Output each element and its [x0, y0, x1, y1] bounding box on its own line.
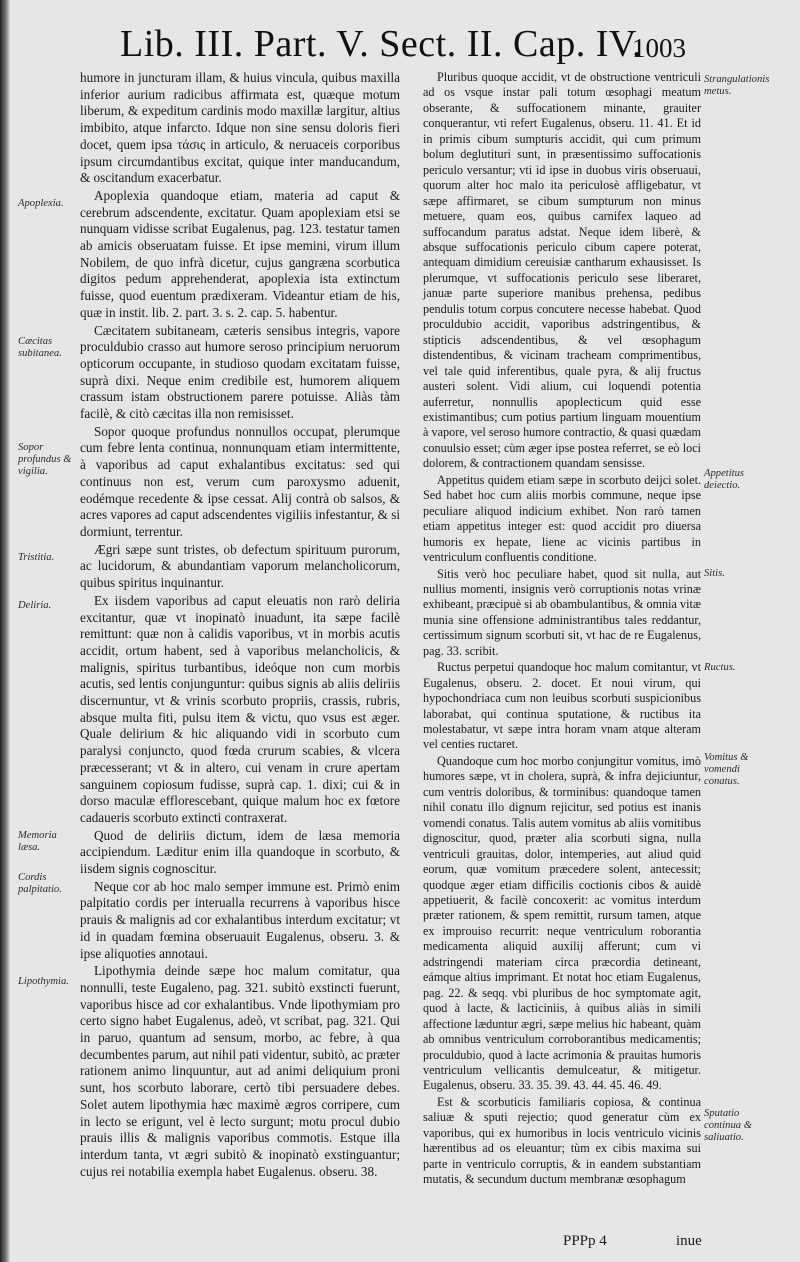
page-number: 1003: [632, 33, 686, 63]
margin-note: Sopor profundus & vigilia.: [18, 442, 72, 477]
signature-mark: PPPp 4: [563, 1233, 607, 1249]
paragraph: Ægri sæpe sunt tristes, ob defectum spirituum purorum, ac lucidorum, & abundantiam vaporum melancholicorum, quibus spiritus inquinantur.: [80, 541, 400, 591]
margin-note: Sputatio continua & saliuatio.: [704, 1108, 752, 1143]
page-gutter-shadow: [0, 0, 10, 1262]
margin-note: Memoria læsa.: [18, 830, 57, 853]
margin-note: Appetitus deiectio.: [704, 468, 745, 491]
margin-note: Apoplexia.: [18, 198, 64, 209]
right-text-column: [423, 70, 701, 1189]
paragraph: Ex iisdem vaporibus ad caput eleuatis non rarò deliria excitantur, quæ vt inopinatò inuadunt, ita sæpe facilè remittunt: quæ non à calidis vaporibus, vt in morbis acutis accidit, ortum habent, sed à vaporibus melancholicis, & malignis, spiritus turbantibus, ideóque non cum morbis acutis, sed lentis conjunguntur: quibus signis ab aliis deliriis discernuntur, vt & vrinis scorbuto propriis, crassis, rubris, absque multa fiti, pulsu item & victu, quo vsus est æger. Quale delirium & hic aliquando vidi in scorbuto cum paralysi conjuncto, quod fœda crurum scabies, & vlcera præcesserant; vt & in altero, cui venam in crure apertam sanguinem copiosum fudisse, suprà cap. 1. dixi; cui & in dorso maculæ efflorescebant, quique malum hoc ex fœtore cadaueris scorbuto extincti contraxerat.: [80, 592, 400, 825]
margin-note: Sitis.: [704, 568, 725, 579]
paragraph: Cæcitatem subitaneam, cæteris sensibus integris, vapore proculdubio crasso aut humore seroso principium neruorum opticorum occupante, in studioso quodam excitatam fuisse, suprà dixi. Neque enim credibile est, humorem aliquem crassum istam obstructionem parere potuisse. Aliàs tàm facilè, & citò cæcitas illa non remisisset.: [80, 322, 400, 422]
paragraph: Lipothymia deinde sæpe hoc malum comitatur, qua nonnulli, teste Eugaleno, pag. 321. subitò exstincti fuerunt, vaporibus hisce ad cor exhalantibus. Vnde lipothymiam pro certo signo habet Eugalenus, adeò, vt scribat, pag. 321. Qui in paruo, quantum ad sensum, morbo, ac febre, à qua decumbentes parum, aut nihil pati videntur, subitò, ac præter rationem animo linquuntur, aut ad animi deliquium proni sunt, hos scorbuto laborare, certò tibi persuadere debes. Solet autem lipothymia hæc maximè ægros corripere, cum in lecto se erigunt, vel è lecto surgunt; motu procul dubio prauis illis & malignis vaporibus commotis. Estque illa interdum tanta, vt ægri subitò & inopinatò exstinguantur; cujus rei notabilia exempla habet Eugalenus. obseru. 38.: [80, 963, 400, 1179]
paragraph: Neque cor ab hoc malo semper immune est. Primò enim palpitatio cordis per interualla recurrens à vaporibus hisce prauis & malignis ad cor exhalantibus interdum excitatur; vt id in quadam fœmina obseruauit Eugalenus, obseru. 3. & ipse aliquoties annotaui.: [80, 878, 400, 961]
paragraph: Quandoque cum hoc morbo conjungitur vomitus, imò humores sæpe, vt in cholera, suprà, & infra dejiciuntur, cum ventris doloribus, & torminibus: quandoque tamen nihil conatu illo dignum rejicitur, sed potius est inanis vomendi conatus. Talis autem vomitus ab aliis vomitibus dignoscitur, quod, præter alia scorbuti signa, nulla ventriculi grauitas, dolor, intemperies, aut aliud quid eorum, quæ vomitum præcedere solent, antecessit; quodque æger etiam difficilis coctionis cibos & auidè appetiuerit, & facilè concoxerit: ac vomitus interdum præter rationem, & spem remittit, rursum tamen, atque ex improuiso recurrit: neque ventriculum roborantia medicamenta aliquid auxilij afferunt; cum vi adstringendi materiam circa præcordia detineant, eámque altius imprimant. Et notat hoc etiam Eugalenus, pag. 22. & seqq. vbi pluribus de hoc symptomate agit, quod à lacte, & lacticiniis, à quibus aliàs in simili affectione læduntur ægri, sæpe melius hic habeant, quàm ab omnibus ventriculum corroborantibus medicamentis; proculdubio, quod à lacte acrimonia & prauitas humoris ventriculum vellicantis demulceatur, & mitigetur. Eugalenus, obseru. 33. 35. 39. 43. 44. 45. 46. 49.: [423, 753, 701, 1093]
paragraph: Quod de deliriis dictum, idem de læsa memoria accipiendum. Læditur enim illa quandoque in scorbuto, & iisdem signis cognoscitur.: [80, 827, 400, 877]
margin-note: Strangulationis metus.: [704, 74, 770, 97]
margin-note: Lipothymia.: [18, 976, 69, 987]
left-text-column: [80, 70, 400, 1181]
margin-note: Cordis palpitatio.: [18, 872, 62, 895]
paragraph: Pluribus quoque accidit, vt de obstructione ventriculi ad os vsque instar pali totum œsophagi meatum obserante, & suffocationem minante, grauiter conquerantur, vti refert Eugalenus, obseru. 11. 41. Et id in primis cibum sumpturis accidit, qui cum primum bolum deglutituri sunt, in præsentissimo suffocationis periculo versantur; vti id ipse in duobus viris obseruaui, quorum alter hoc malo ita periculosè affligebatur, vt sæpe affirmaret, se cibum sumpturum non minus metuere, quam eos, quibus carnifex laqueo ad suffocandum paratus adstat. Neque idem liberè, & absque suffocationis periculo cibum capere poterat, antequam dimidium cereuisiæ cantharum exhausisset. Is plerumque, vt suffocationis periculo sese liberaret, januæ parte superiore manibus prehensa, pedibus pendulis totum corpus concutere necesse habebat. Quod proculdubio accidit, vaporibus adstringentibus, & stipticis adscendentibus, & vel œsophagum distendentibus, & vicinam tracheam comprimentibus, vel tale quid inferentibus, quale pyra, & alij fructus austeri solent. Vidi alium, cui loquendi potentia auferretur, nonnullis apoplecticum quid esse existimantibus; cum potius partium linguam mouentium à vapore, vel seroso humore contractio, & quasi quædam conuulsio esset; cùm æger ipse postea referret, se eò loci dolorem, & contractionem quandam sensisse.: [423, 70, 701, 471]
paragraph: Sopor quoque profundus nonnullos occupat, plerumque cum febre lenta continua, nonnunquam etiam intermittente, à vaporibus ad caput exhalantibus excitatus: sed qui continuus non est, verum cum paroxysmo aduenit, eodémque recedente & ipse cessat. Alij contrà ob salsos, & acres vapores ad caput adscendentes vigiliis infestantur, & si dormiunt, terrentur.: [80, 423, 400, 539]
catchword: inue: [676, 1233, 702, 1249]
paragraph: Appetitus quidem etiam sæpe in scorbuto deijci solet. Sed habet hoc cum aliis morbis commune, neque ipse peculiare aliquod indicium exhibet. Non rarò tamen etiam appetitus integer est: quod accidit pro diuersa humoris ex hepate, liene ac vicinis partibus in ventriculum confluentis conditione.: [423, 472, 701, 565]
margin-note: Ructus.: [704, 662, 736, 673]
margin-note: Vomitus & vomendi conatus.: [704, 752, 749, 787]
running-header: Lib. III. Part. V. Sect. II. Cap. IV.: [120, 23, 642, 65]
paragraph: Apoplexia quandoque etiam, materia ad caput & cerebrum adscendente, excitatur. Quam apoplexiam etsi se nunquam vidisse scribat Eugalenus, pag. 123. testatur tamen ab amicis obseruatam fuisse. Et ipse memini, virum illum Nobilem, de quo infrà dicetur, cujus gangræna scorbutica digitos pedum apprehenderat, apoplexia ista extinctum fuisse, quod euentum prædixeram. Videantur etiam de his, quæ in instit. lib. 2. part. 3. s. 2. cap. 5. habentur.: [80, 187, 400, 320]
margin-note: Cæcitas subitanea.: [18, 336, 62, 359]
margin-note: Deliria.: [18, 600, 52, 611]
margin-note: Tristitia.: [18, 552, 55, 563]
paragraph: Ructus perpetui quandoque hoc malum comitantur, vt Eugalenus, obseru. 2. docet. Et noui virum, qui hypochondriaca cum non leuibus scorbuti suspicionibus laborabat, qui continua sputatione, & ructibus ita molestabatur, vt sæpe intra horam vnam atque alteram vel centies ructaret.: [423, 660, 701, 752]
paragraph: Sitis verò hoc peculiare habet, quod sit nulla, aut nullius momenti, insignis verò corruptionis notas vrinæ exhibeant, præcipuè si ab obambulantibus, & omnia vitæ munia sine offensione administrantibus tales reddantur, certissimum signum scorbuti sit, vt hac de re Eugalenus, pag. 33. scribit.: [423, 566, 701, 658]
paragraph: humore in juncturam illam, & huius vincula, quibus maxilla inferior aurium radicibus affirmata est, quæque motum liberum, & expeditum cardinis modo maxillæ largitur, altius imbibito, atque infarcto. Idque non sine sensu doloris fieri docet, quem ipsa τάσις in articulo, & neruaceis corporibus ipsum circumdantibus excitat, quique inter manducandum, & oscitandum exacerbatur.: [80, 70, 400, 186]
paragraph: Est & scorbuticis familiaris copiosa, & continua saliuæ & sputi rejectio; quod generatur cùm ex vaporibus, qui ex humoribus in locis ventriculo vicinis hærentibus ad os eleuantur; tùm ex cibis maxima sui parte in ventriculo corruptis, & in eandem substantiam mutatis, & secundum ductum membranæ œsophagum: [423, 1094, 701, 1187]
